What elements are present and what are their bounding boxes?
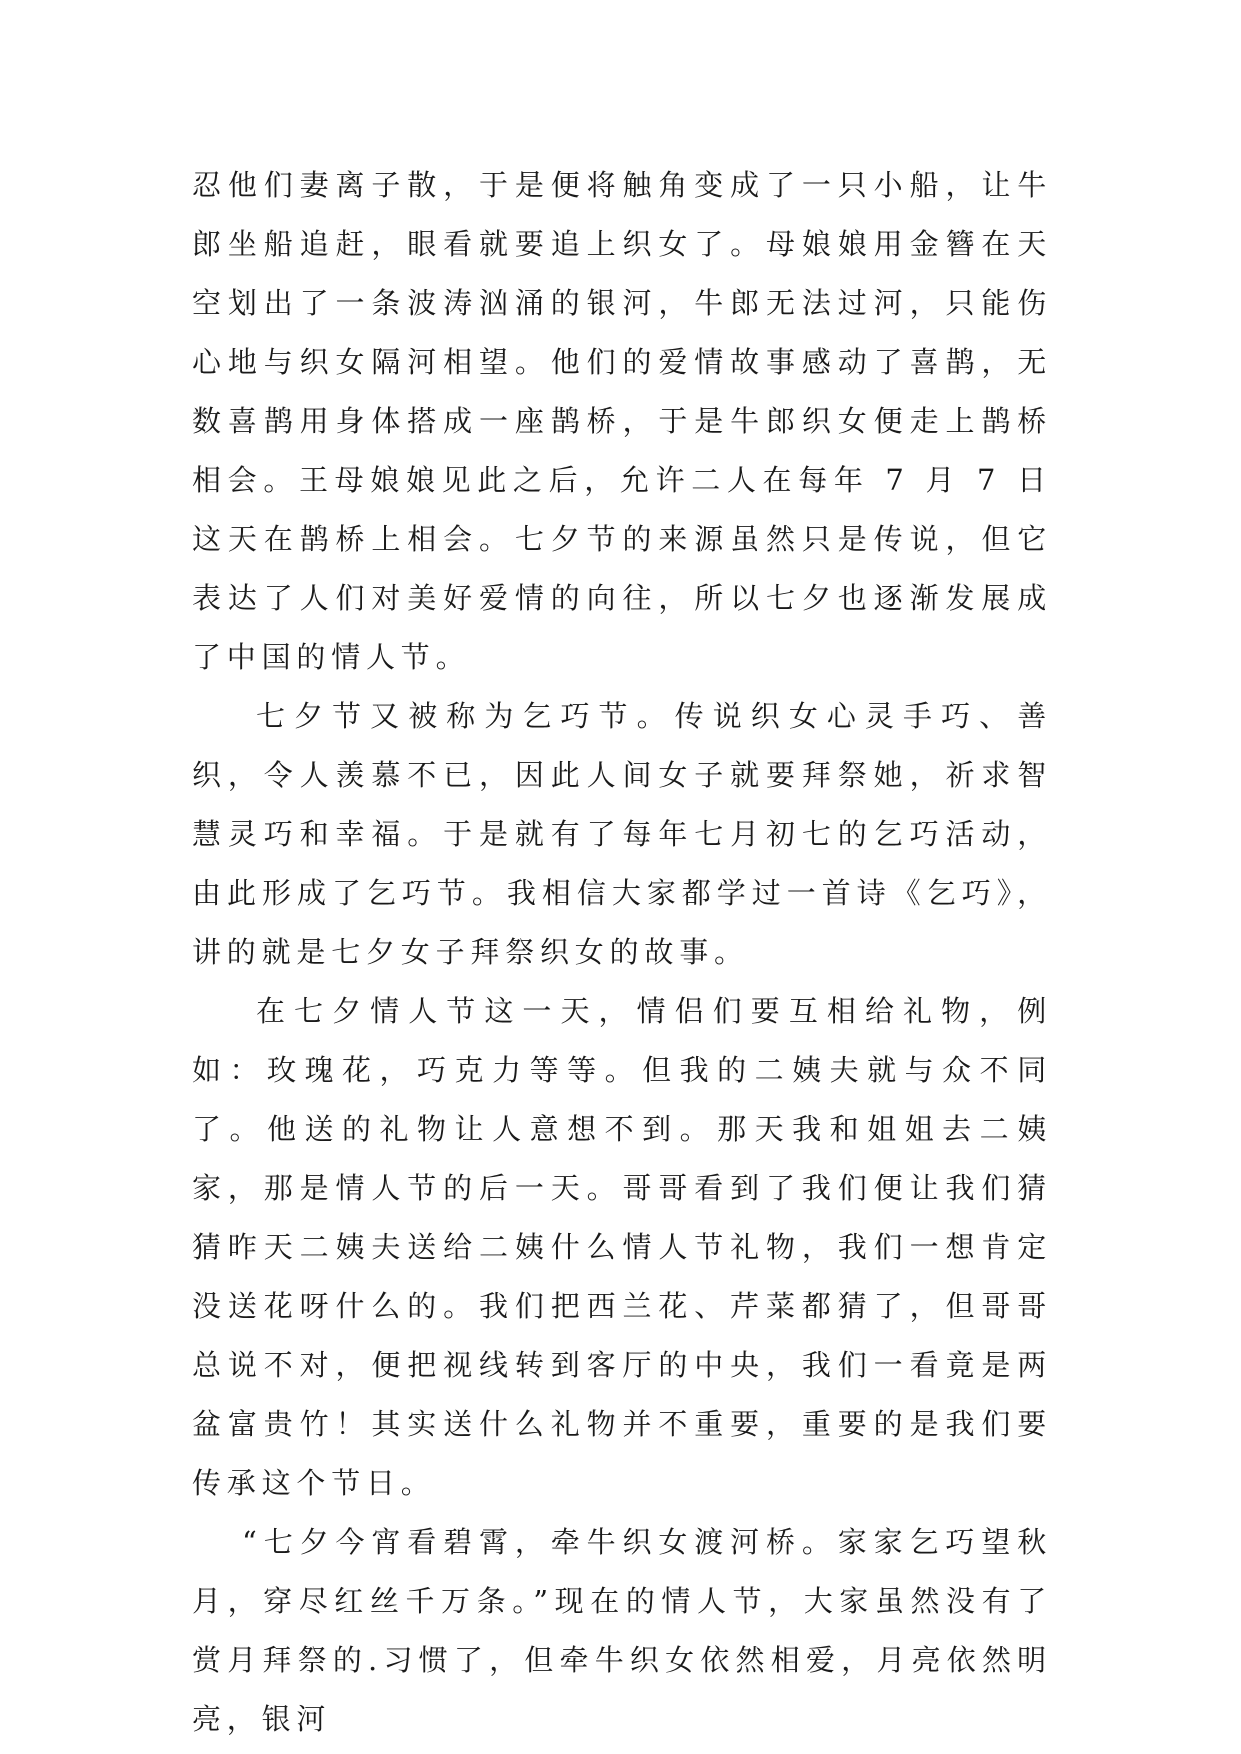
paragraph-legend-continuation: 忍他们妻离子散，于是便将触角变成了一只小船，让牛郎坐船追赶，眼看就要追上织女了。母娘娘用金簪在天空划出了一条波涛汹涌的银河，牛郎无法过河，只能伤心地与织女隔河相望。他们的爱情故事感动了喜鹊，无数喜鹊用身体搭成一座鹊桥，于是牛郎织女便走上鹊桥相会。王母娘娘见此之后，允许二人在每年 7 月 7 日这天在鹊桥上相会。七夕节的来源虽然只是传说，但它表达了人们对美好爱情的向往，所以七夕也逐渐发展成了中国的情人节。: [192, 168, 1052, 674]
document-body: [192, 156, 1052, 1749]
paragraph-gift-story: 在七夕情人节这一天，情侣们要互相给礼物，例如：玫瑰花，巧克力等等。但我的二姨夫就与众不同了。他送的礼物让人意想不到。那天我和姐姐去二姨家，那是情人节的后一天。哥哥看到了我们便让我们猜猜昨天二姨夫送给二姨什么情人节礼物，我们一想肯定没送花呀什么的。我们把西兰花、芹菜都猜了，但哥哥总说不对，便把视线转到客厅的中央，我们一看竟是两盆富贵竹！其实送什么礼物并不重要，重要的是我们要传承这个节日。: [192, 994, 1052, 1500]
paragraph-qiqiao-festival: 七夕节又被称为乞巧节。传说织女心灵手巧、善织，令人羡慕不已，因此人间女子就要拜祭她，祈求智慧灵巧和幸福。于是就有了每年七月初七的乞巧活动，由此形成了乞巧节。我相信大家都学过一首诗《乞巧》，讲的就是七夕女子拜祭织女的故事。: [192, 699, 1052, 969]
paragraph-poem-conclusion: “七夕今宵看碧霄，牵牛织女渡河桥。家家乞巧望秋月，穿尽红丝千万条。”现在的情人节，大家虽然没有了赏月拜祭的.习惯了，但牵牛织女依然相爱，月亮依然明亮，银河: [192, 1525, 1052, 1736]
